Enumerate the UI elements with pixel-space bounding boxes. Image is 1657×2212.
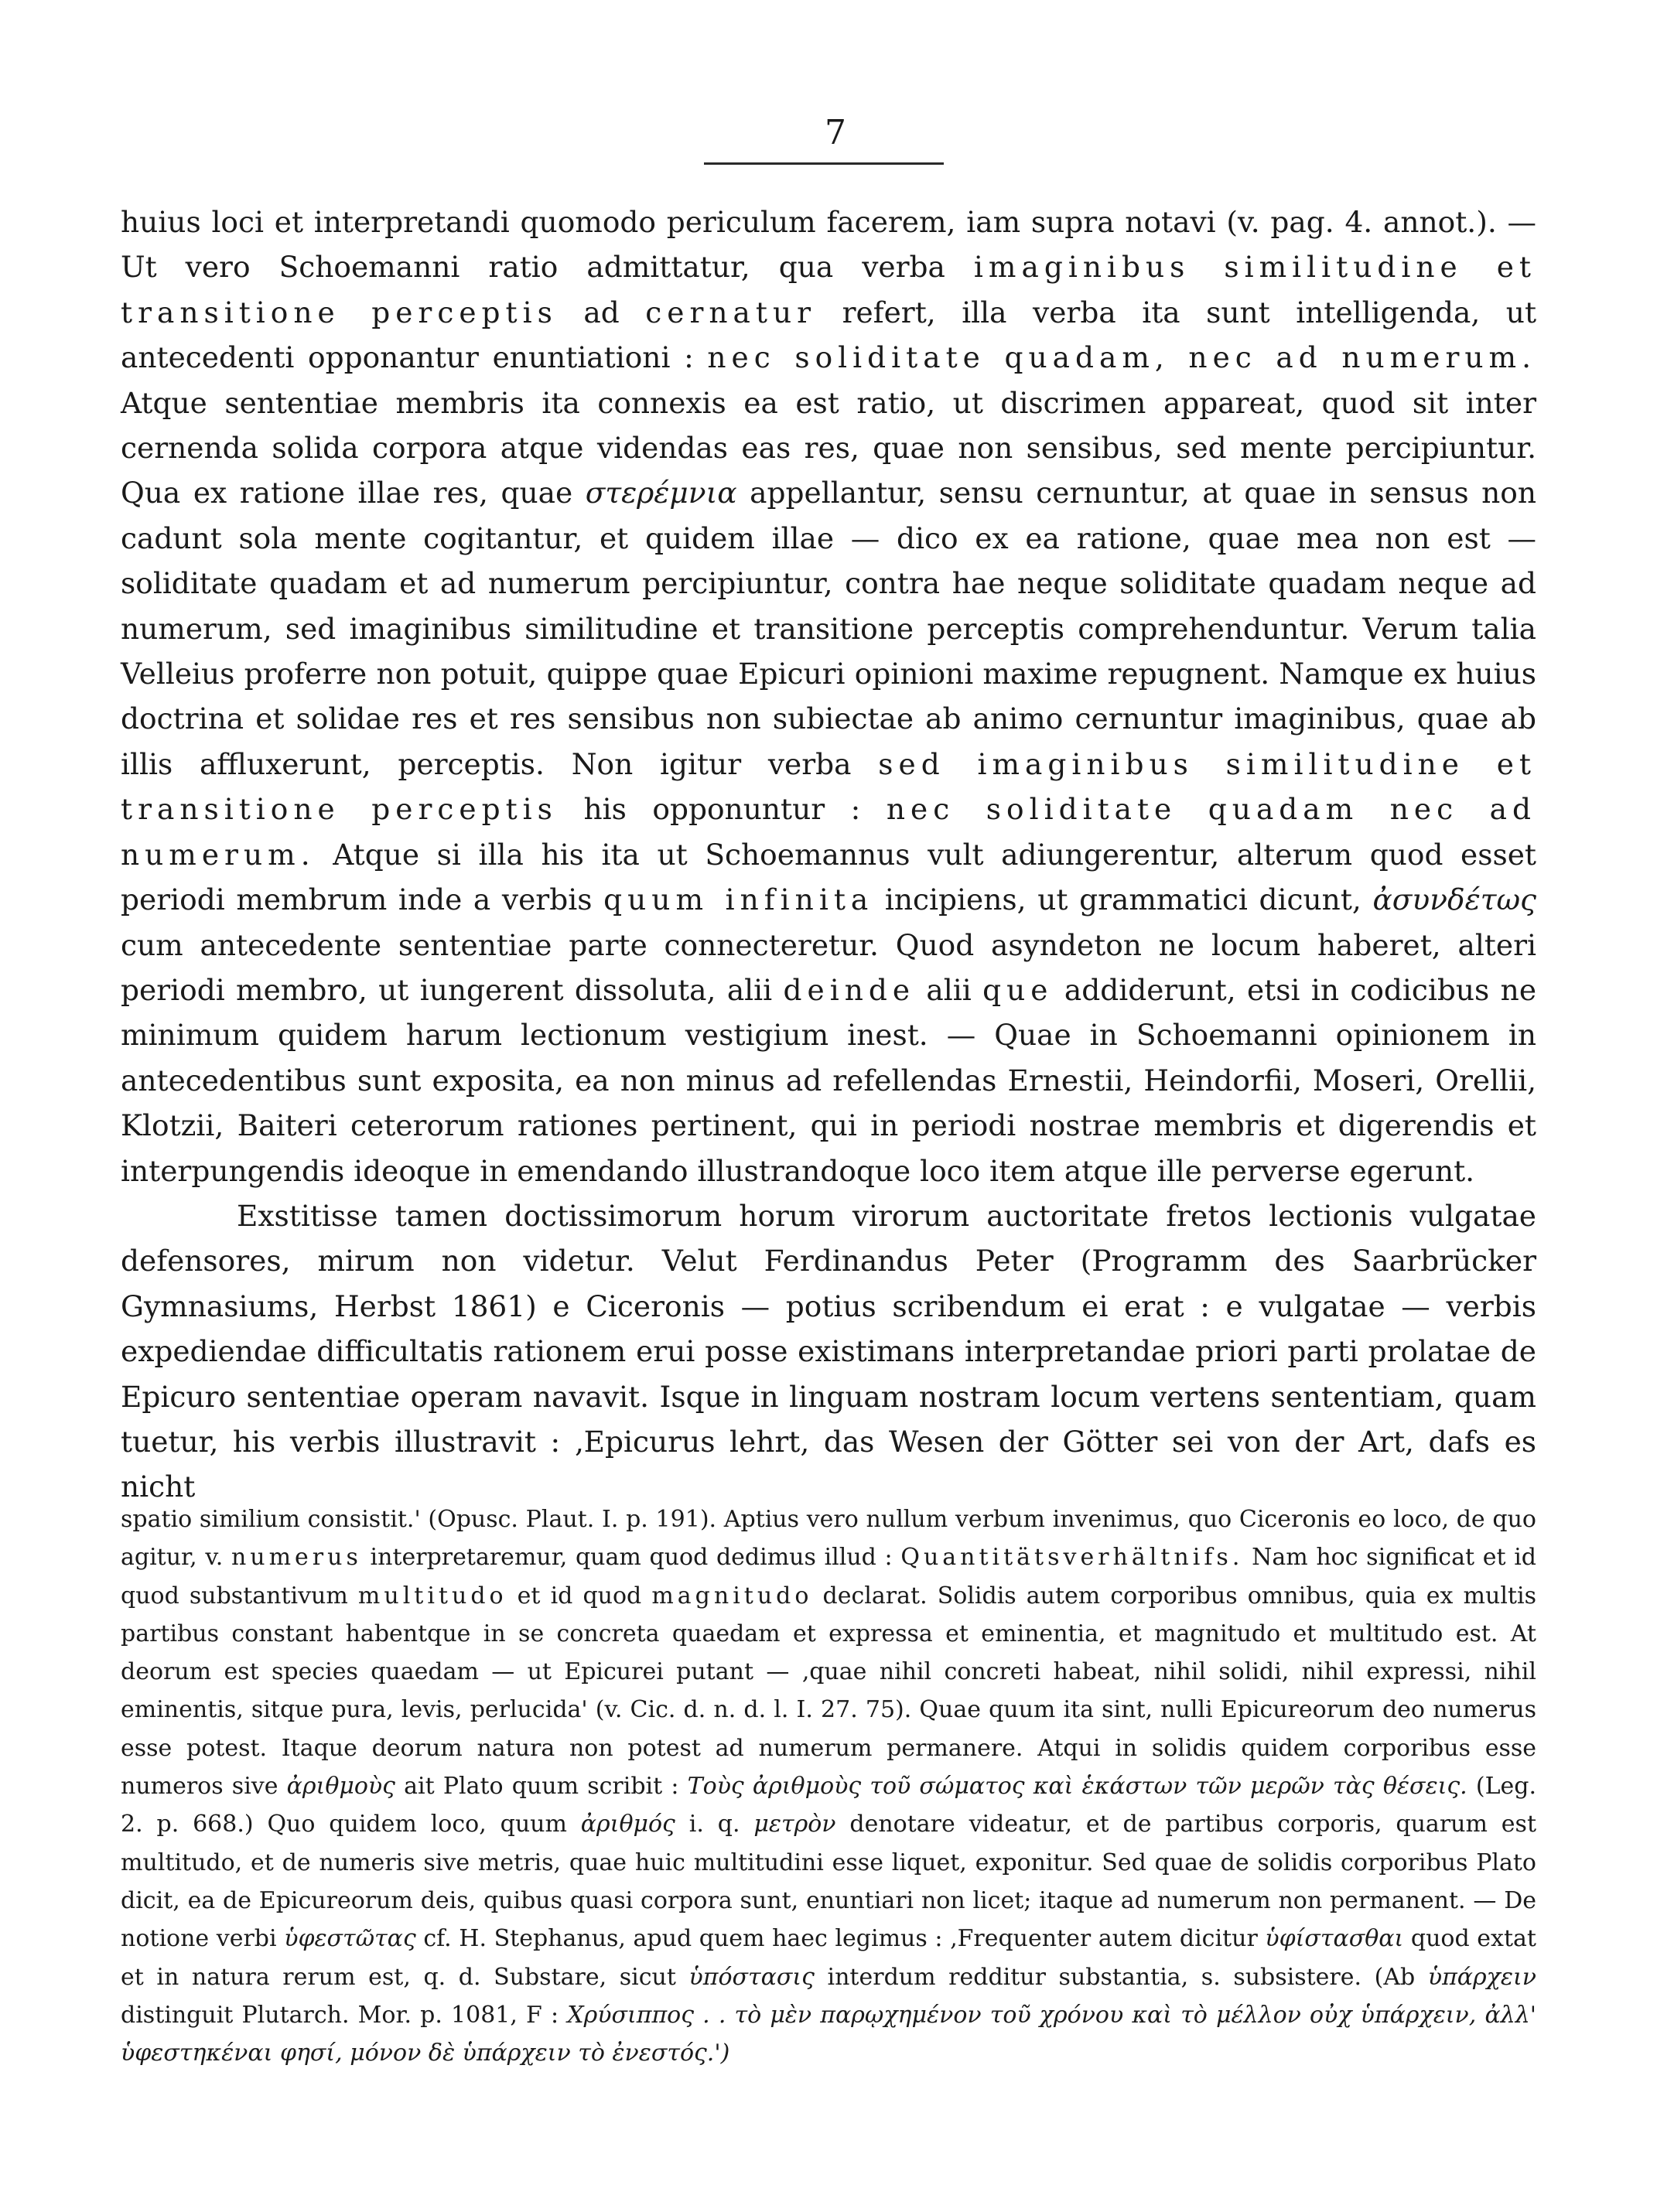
main-text [121, 200, 1536, 1510]
paragraph-1 [121, 200, 1536, 1193]
text-run: cf. H. Stephanus, apud quem haec legimus : ‚Frequenter autem dicitur [423, 1925, 1258, 1953]
text-run: appellantur, sensu cernuntur, at quae in sensus non cadunt sola mente cogitantur, et quidem illae — dico ex ea ratione, quae mea non est — soliditate quadam et ad numerum percipiuntur, contra hae neque soliditate quadam neque ad numerum, sed imaginibus similitudine et transitione perceptis comprehenduntur. Verum talia Velleius proferre non potuit, quippe quae Epicuri opinioni maxime repugnent. Namque ex huius doctrina et solidae res et res sensibus non subiectae ab animo cernuntur imaginibus, quae ab illis affluxerunt, perceptis. Non igitur verba [121, 476, 1537, 781]
greek-term: ἀριθμός [580, 1811, 675, 1838]
text-run: huius loci et interpretandi quomodo periculum facerem, iam supra notavi (v. pag. 4. annot.). — Ut vero Schoemanni ratio admittatur, qua verba [121, 205, 1536, 285]
emphasis: deinde [783, 972, 916, 1007]
footnote-block [121, 1500, 1536, 2072]
text-run: Atque si illa his ita ut Schoemannus vult adiungerentur, alterum quod esset periodi membrum inde a verbis [121, 837, 1536, 917]
text-run: quod extat et in natura rerum est, q. d. Substare, sicut [121, 1925, 1536, 1991]
text-run: distinguit Plutarch. Mor. p. 1081, F : [121, 2001, 559, 2029]
text-run: i. q. [688, 1811, 740, 1838]
emphasis: magnitudo [651, 1582, 813, 1610]
greek-term: ὑφίστασθαι [1265, 1925, 1404, 1953]
emphasis: multitudo [357, 1582, 507, 1610]
text-run: denotare videatur, et de partibus corporis, quarum est multitudo, et de numeris sive metris, quae huic multitudini esse liquet, exponitur. Sed quae de solidis corporibus Plato dicit, ea de Epicureorum deis, quibus quasi corpora sunt, enuntiari non licet; itaque ad numerum non permanent. — De notione verbi [121, 1811, 1536, 1953]
text-run: ait Plato quum scribit : [404, 1773, 679, 1801]
text-run: his opponuntur : [583, 792, 861, 827]
emphasis: sed imaginibus similitudine et transitione perceptis [121, 746, 1537, 827]
emphasis: quum infinita [603, 882, 874, 917]
emphasis: imaginibus similitudine et transitione perceptis [121, 250, 1536, 329]
text-run: alii [926, 972, 972, 1007]
greek-term: ἀσυνδέτως [1372, 882, 1537, 917]
greek-term: ὑπόστασις [688, 1963, 815, 1991]
footnote-paragraph [121, 1500, 1536, 2072]
emphasis: nec soliditate quadam nec ad numerum. [121, 792, 1537, 872]
text-run: ad [583, 295, 620, 329]
emphasis: numerus [231, 1544, 362, 1572]
emphasis: nec soliditate quadam, nec ad numerum. [707, 340, 1537, 375]
text-run: (Leg. 2. p. 668.) Quo quidem loco, quum [121, 1773, 1536, 1838]
text-run: interdum redditur substantia, s. subsistere. (Ab [827, 1963, 1416, 1991]
page-number: 7 [825, 113, 846, 152]
greek-quote: Τοὺς ἀριθμοὺς τοῦ σώματος καὶ ἑκάστων τῶν μερῶν τὰς θέσεις. [687, 1773, 1467, 1801]
header-rule [704, 162, 944, 165]
greek-term: μετρὸν [753, 1811, 836, 1838]
emphasis: cernatur [645, 295, 817, 329]
text-run: declarat. Solidis autem corporibus omnibus, quia ex multis partibus constant habentque in se concreta quaedam et expressa et eminentia, et magnitudo et multitudo est. At deorum est species quaedam — ut Epicurei putant — ‚quae nihil concreti habeat, nihil solidi, nihil expressi, nihil eminentis, sitque pura, levis, perlucida' (v. Cic. d. n. d. l. I. 27. 75). Quae quum ita sint, nulli Epicureorum deo numerus esse potest. Itaque deorum natura non potest ad numerum permanere. Atqui in solidis quidem corporibus esse numeros sive [121, 1582, 1536, 1801]
text-run: Atque sententiae membris ita connexis ea est ratio, ut discrimen appareat, quod sit inter cernenda solida corpora atque videndas eas res, quae non sensibus, sed mente percipiuntur. Qua ex ratione illae res, quae [121, 385, 1536, 510]
text-run: Nam hoc significat et id quod substantivum [121, 1544, 1537, 1610]
text-run: addiderunt, etsi in codicibus ne minimum quidem harum lectionum vestigium inest. — Quae in Schoemanni opinionem in antecedentibus sunt exposita, ea non minus ad refellendas Ernestii, Heindorfii, Moseri, Orellii, Klotzii, Baiteri ceterorum rationes pertinent, qui in periodi nostrae membris et digerendis et interpungendis ideoque in emendando illustrandoque loco item atque ille perverse egerunt. [121, 972, 1537, 1188]
text-run: cum antecedente sententiae parte connecteretur. Quod asyndeton ne locum haberet, alteri periodi membro, ut iungerent dissoluta, alii [121, 927, 1536, 1007]
text-run: interpretaremur, quam quod dedimus illud : [370, 1544, 893, 1572]
greek-term: ὑπάρχειν [1427, 1963, 1536, 1991]
paragraph-2: Exstitisse tamen doctissimorum horum virorum auctoritate fretos lectionis vulgatae defensores, mirum non videtur. Velut Ferdinandus Peter (Programm des Saarbrücker Gymnasiums, Herbst 1861) e Ciceronis — potius scribendum ei erat : e vulgatae — verbis expediendae difficultatis rationem erui posse existimans interpretandae priori parti prolatae de Epicuro sententiae operam navavit. Isque in linguam nostram locum vertens sententiam, quam tuetur, his verbis illustravit : ‚Epicurus lehrt, das Wesen der Götter sei von der Art, dafs es nicht [121, 1198, 1536, 1504]
text-run: incipiens, ut grammatici dicunt, [884, 882, 1361, 917]
greek-term: ὑφεστῶτας [284, 1925, 416, 1953]
text-run: spatio similium consistit.' (Opusc. Plaut. I. p. 191). Aptius vero nullum verbum invenimus, quo Ciceronis eo loco, de quo agitur, v. [121, 1506, 1536, 1572]
greek-term: ἀριθμοὺς [286, 1773, 395, 1801]
emphasis: Quantitätsverhältnifs. [900, 1544, 1244, 1572]
greek-term: στερέμνια [585, 476, 737, 510]
text-run: refert, illa verba ita sunt intelligenda, ut antecedenti opponantur enuntiationi : [121, 295, 1537, 375]
text-run: et id quod [517, 1582, 642, 1610]
greek-quote: Χρύσιππος . . τὸ μὲν παρῳχημένον τοῦ χρόνου καὶ τὸ μέλλον οὐχ ὑπάρχειν, ἀλλ' ὑφεστηκέναι φησί, μόνον δὲ ὑπάρχειν τὸ ἐνεστός.') [121, 2001, 1536, 2067]
emphasis: que [982, 972, 1054, 1007]
